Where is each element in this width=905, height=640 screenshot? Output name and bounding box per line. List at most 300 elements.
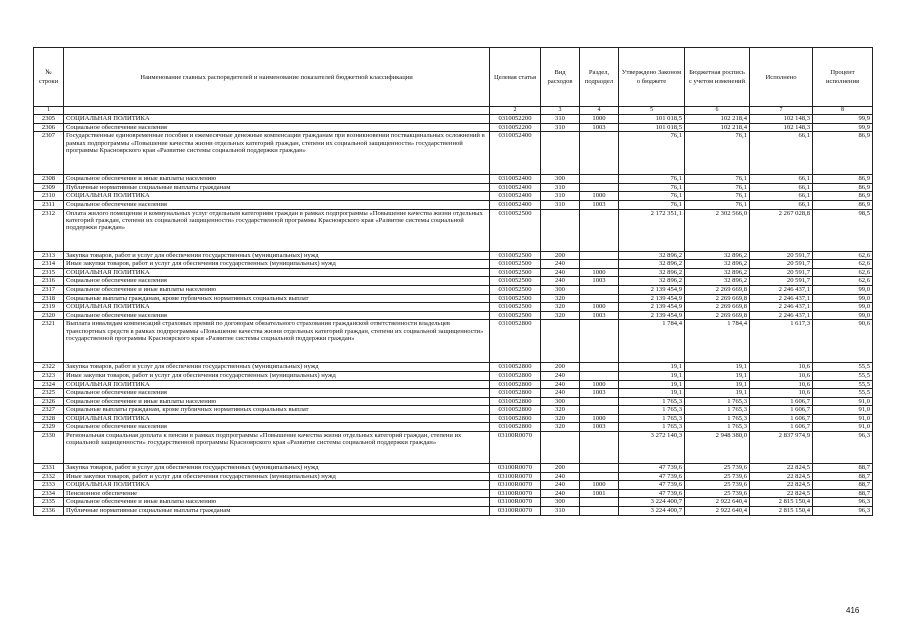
percent-cell: 99,9	[813, 115, 873, 124]
row-number-cell: 2327	[34, 406, 64, 415]
approved-cell: 32 896,2	[619, 277, 685, 286]
row-number-cell: 2321	[34, 320, 64, 363]
expense-type-cell: 300	[541, 175, 580, 184]
expense-type-cell	[541, 432, 580, 464]
percent-cell: 91,0	[813, 423, 873, 432]
percent-cell: 99,0	[813, 294, 873, 303]
table-row	[34, 472, 873, 481]
percent-cell: 96,3	[813, 432, 873, 464]
budget-schedule-cell: 102 218,4	[685, 123, 750, 132]
approved-cell: 47 739,6	[619, 472, 685, 481]
section-cell	[580, 320, 619, 363]
target-article-cell: 0310052800	[490, 389, 541, 398]
section-cell	[580, 464, 619, 473]
target-article-cell: 0310052500	[490, 294, 541, 303]
table-row	[34, 277, 873, 286]
target-article-cell: 0310052400	[490, 175, 541, 184]
executed-cell: 10,6	[750, 380, 813, 389]
expense-type-cell: 310	[541, 115, 580, 124]
budget-schedule-cell: 2 922 640,4	[685, 498, 750, 507]
name-cell: Публичные нормативные социальные выплаты гражданам	[64, 507, 490, 516]
expense-type-cell: 310	[541, 200, 580, 209]
executed-cell: 1 606,7	[750, 406, 813, 415]
approved-cell: 101 018,5	[619, 115, 685, 124]
expense-type-cell: 320	[541, 311, 580, 320]
table-row	[34, 115, 873, 124]
row-number-cell: 2334	[34, 489, 64, 498]
executed-cell: 66,1	[750, 200, 813, 209]
section-cell: 1001	[580, 489, 619, 498]
budget-schedule-cell: 102 218,4	[685, 115, 750, 124]
target-article-cell: 0310052800	[490, 371, 541, 380]
table-row	[34, 464, 873, 473]
name-cell: Социальные выплаты гражданам, кроме публичных нормативных социальных выплат	[64, 294, 490, 303]
section-cell	[580, 294, 619, 303]
percent-cell: 62,6	[813, 260, 873, 269]
row-number-cell: 2325	[34, 389, 64, 398]
approved-cell: 19,1	[619, 371, 685, 380]
expense-type-cell: 240	[541, 389, 580, 398]
expense-type-cell: 240	[541, 268, 580, 277]
approved-cell: 2 139 454,9	[619, 285, 685, 294]
executed-cell: 20 591,7	[750, 260, 813, 269]
row-number-cell: 2331	[34, 464, 64, 473]
budget-schedule-cell: 2 269 669,8	[685, 303, 750, 312]
section-cell	[580, 132, 619, 175]
approved-cell: 47 739,6	[619, 464, 685, 473]
executed-cell: 20 591,7	[750, 251, 813, 260]
percent-cell: 86,9	[813, 200, 873, 209]
percent-cell: 99,9	[813, 123, 873, 132]
table-row	[34, 303, 873, 312]
expense-type-cell: 300	[541, 397, 580, 406]
section-cell	[580, 175, 619, 184]
row-number-cell: 2318	[34, 294, 64, 303]
table-body	[34, 115, 873, 516]
budget-schedule-cell: 19,1	[685, 371, 750, 380]
table-row	[34, 183, 873, 192]
approved-cell: 76,1	[619, 183, 685, 192]
target-article-cell: 0310052500	[490, 277, 541, 286]
table-row	[34, 481, 873, 490]
table-row	[34, 414, 873, 423]
section-cell	[580, 183, 619, 192]
name-cell: Пенсионное обеспечение	[64, 489, 490, 498]
percent-cell: 88,7	[813, 472, 873, 481]
section-cell: 1003	[580, 123, 619, 132]
row-number-cell: 2315	[34, 268, 64, 277]
target-article-cell: 0310052500	[490, 285, 541, 294]
approved-cell: 32 896,2	[619, 268, 685, 277]
name-cell: Социальное обеспечение и иные выплаты населению	[64, 397, 490, 406]
budget-schedule-cell: 2 269 669,8	[685, 311, 750, 320]
row-number-cell: 2336	[34, 507, 64, 516]
target-article-cell: 03100R0070	[490, 464, 541, 473]
percent-cell: 62,6	[813, 251, 873, 260]
budget-schedule-cell: 25 739,6	[685, 481, 750, 490]
column-number: 5	[619, 107, 685, 115]
column-number	[64, 107, 490, 115]
executed-cell: 10,6	[750, 363, 813, 372]
column-number: 2	[490, 107, 541, 115]
row-number-cell: 2314	[34, 260, 64, 269]
approved-cell: 47 739,6	[619, 481, 685, 490]
budget-schedule-cell: 76,1	[685, 183, 750, 192]
executed-cell: 102 148,3	[750, 123, 813, 132]
section-cell	[580, 498, 619, 507]
name-cell: Социальное обеспечение населения	[64, 200, 490, 209]
executed-cell: 20 591,7	[750, 277, 813, 286]
executed-cell: 66,1	[750, 175, 813, 184]
expense-type-cell: 240	[541, 277, 580, 286]
row-number-cell: 2332	[34, 472, 64, 481]
target-article-cell: 0310052800	[490, 320, 541, 363]
row-number-cell: 2322	[34, 363, 64, 372]
percent-cell: 55,5	[813, 363, 873, 372]
expense-type-cell: 240	[541, 481, 580, 490]
name-cell: Социальное обеспечение и иные выплаты населению	[64, 175, 490, 184]
row-number-cell: 2317	[34, 285, 64, 294]
section-cell: 1003	[580, 423, 619, 432]
approved-cell: 1 765,3	[619, 423, 685, 432]
row-number-cell: 2326	[34, 397, 64, 406]
approved-cell: 76,1	[619, 192, 685, 201]
approved-cell: 19,1	[619, 380, 685, 389]
table-row	[34, 371, 873, 380]
budget-schedule-cell: 32 896,2	[685, 268, 750, 277]
section-cell	[580, 472, 619, 481]
name-cell: СОЦИАЛЬНАЯ ПОЛИТИКА	[64, 414, 490, 423]
expense-type-cell	[541, 132, 580, 175]
approved-cell: 1 765,3	[619, 414, 685, 423]
name-cell: Региональная социальная доплата к пенсии в рамках подпрограммы «Повышение качества жизни отдельных категорий граждан, степени их социальной защищенности» государственной программы Красноярского края «Развитие системы социальной поддержки граждан»	[64, 432, 490, 464]
table-row	[34, 432, 873, 464]
target-article-cell: 03100R0070	[490, 498, 541, 507]
column-number: 6	[685, 107, 750, 115]
approved-cell: 76,1	[619, 200, 685, 209]
percent-cell: 96,3	[813, 498, 873, 507]
section-cell	[580, 397, 619, 406]
percent-cell: 86,9	[813, 132, 873, 175]
row-number-cell: 2312	[34, 209, 64, 251]
budget-schedule-cell: 2 302 566,0	[685, 209, 750, 251]
executed-cell: 1 617,3	[750, 320, 813, 363]
column-number: 3	[541, 107, 580, 115]
name-cell: Социальное обеспечение населения	[64, 389, 490, 398]
section-cell: 1003	[580, 311, 619, 320]
target-article-cell: 0310052500	[490, 311, 541, 320]
budget-schedule-cell: 1 784,4	[685, 320, 750, 363]
table-row	[34, 285, 873, 294]
approved-cell: 101 018,5	[619, 123, 685, 132]
row-number-cell: 2329	[34, 423, 64, 432]
approved-cell: 19,1	[619, 389, 685, 398]
budget-schedule-cell: 2 269 669,8	[685, 285, 750, 294]
expense-type-cell: 320	[541, 414, 580, 423]
row-number-cell: 2305	[34, 115, 64, 124]
budget-schedule-cell: 19,1	[685, 380, 750, 389]
header-approved: Утверждено Законом о бюджете	[619, 48, 685, 107]
executed-cell: 2 815 150,4	[750, 507, 813, 516]
budget-schedule-cell: 19,1	[685, 363, 750, 372]
budget-table	[33, 47, 873, 516]
budget-schedule-cell: 2 922 640,4	[685, 507, 750, 516]
name-cell: Закупка товаров, работ и услуг для обеспечения государственных (муниципальных) нужд	[64, 251, 490, 260]
expense-type-cell	[541, 209, 580, 251]
budget-schedule-cell: 32 896,2	[685, 251, 750, 260]
expense-type-cell: 200	[541, 464, 580, 473]
target-article-cell: 0310052200	[490, 123, 541, 132]
executed-cell: 1 606,7	[750, 414, 813, 423]
table-row	[34, 192, 873, 201]
target-article-cell: 0310052800	[490, 380, 541, 389]
expense-type-cell	[541, 320, 580, 363]
executed-cell: 66,1	[750, 132, 813, 175]
column-number: 1	[34, 107, 64, 115]
table-row	[34, 397, 873, 406]
percent-cell: 62,6	[813, 268, 873, 277]
executed-cell: 20 591,7	[750, 268, 813, 277]
column-number: 7	[750, 107, 813, 115]
row-number-cell: 2311	[34, 200, 64, 209]
section-cell	[580, 251, 619, 260]
row-number-cell: 2306	[34, 123, 64, 132]
executed-cell: 2 246 437,1	[750, 294, 813, 303]
executed-cell: 10,6	[750, 371, 813, 380]
name-cell: Иные закупки товаров, работ и услуг для обеспечения государственных (муниципальных) нужд	[64, 371, 490, 380]
approved-cell: 3 224 400,7	[619, 507, 685, 516]
table-row	[34, 123, 873, 132]
approved-cell: 76,1	[619, 132, 685, 175]
target-article-cell: 0310052200	[490, 115, 541, 124]
expense-type-cell: 300	[541, 285, 580, 294]
row-number-cell: 2308	[34, 175, 64, 184]
row-number-cell: 2307	[34, 132, 64, 175]
name-cell: СОЦИАЛЬНАЯ ПОЛИТИКА	[64, 115, 490, 124]
percent-cell: 88,7	[813, 464, 873, 473]
executed-cell: 2 246 437,1	[750, 311, 813, 320]
target-article-cell: 0310052400	[490, 183, 541, 192]
header-row	[34, 48, 873, 107]
target-article-cell: 03100R0070	[490, 489, 541, 498]
section-cell	[580, 260, 619, 269]
expense-type-cell: 320	[541, 303, 580, 312]
executed-cell: 66,1	[750, 192, 813, 201]
percent-cell: 91,0	[813, 397, 873, 406]
target-article-cell: 0310052500	[490, 303, 541, 312]
name-cell: СОЦИАЛЬНАЯ ПОЛИТИКА	[64, 380, 490, 389]
header-section: Раздел, подраздел	[580, 48, 619, 107]
section-cell	[580, 507, 619, 516]
target-article-cell: 0310052800	[490, 414, 541, 423]
approved-cell: 3 272 140,3	[619, 432, 685, 464]
name-cell: СОЦИАЛЬНАЯ ПОЛИТИКА	[64, 303, 490, 312]
name-cell: Социальные выплаты гражданам, кроме публичных нормативных социальных выплат	[64, 406, 490, 415]
budget-schedule-cell: 32 896,2	[685, 277, 750, 286]
percent-cell: 98,5	[813, 209, 873, 251]
approved-cell: 3 224 400,7	[619, 498, 685, 507]
percent-cell: 90,6	[813, 320, 873, 363]
section-cell: 1003	[580, 389, 619, 398]
percent-cell: 91,0	[813, 414, 873, 423]
table-row	[34, 363, 873, 372]
target-article-cell: 0310052800	[490, 423, 541, 432]
name-cell: Закупка товаров, работ и услуг для обеспечения государственных (муниципальных) нужд	[64, 464, 490, 473]
budget-schedule-cell: 76,1	[685, 192, 750, 201]
row-number-cell: 2328	[34, 414, 64, 423]
approved-cell: 2 172 351,1	[619, 209, 685, 251]
expense-type-cell: 310	[541, 183, 580, 192]
expense-type-cell: 200	[541, 363, 580, 372]
header-target-article: Целевая статья	[490, 48, 541, 107]
target-article-cell: 0310052800	[490, 406, 541, 415]
row-number-cell: 2320	[34, 311, 64, 320]
name-cell: СОЦИАЛЬНАЯ ПОЛИТИКА	[64, 192, 490, 201]
table-row	[34, 268, 873, 277]
row-number-cell: 2309	[34, 183, 64, 192]
approved-cell: 32 896,2	[619, 260, 685, 269]
table-row	[34, 209, 873, 251]
budget-schedule-cell: 76,1	[685, 200, 750, 209]
row-number-cell: 2335	[34, 498, 64, 507]
approved-cell: 1 765,3	[619, 397, 685, 406]
budget-schedule-cell: 25 739,6	[685, 464, 750, 473]
budget-schedule-cell: 2 948 380,0	[685, 432, 750, 464]
section-cell: 1000	[580, 303, 619, 312]
section-cell	[580, 285, 619, 294]
expense-type-cell: 240	[541, 371, 580, 380]
expense-type-cell: 310	[541, 192, 580, 201]
percent-cell: 91,0	[813, 406, 873, 415]
budget-schedule-cell: 76,1	[685, 132, 750, 175]
row-number-cell: 2316	[34, 277, 64, 286]
name-cell: СОЦИАЛЬНАЯ ПОЛИТИКА	[64, 481, 490, 490]
approved-cell: 76,1	[619, 175, 685, 184]
section-cell: 1000	[580, 115, 619, 124]
approved-cell: 19,1	[619, 363, 685, 372]
budget-schedule-cell: 2 269 669,8	[685, 294, 750, 303]
percent-cell: 55,5	[813, 380, 873, 389]
target-article-cell: 03100R0070	[490, 432, 541, 464]
name-cell: Публичные нормативные социальные выплаты гражданам	[64, 183, 490, 192]
header-percent: Процент исполнения	[813, 48, 873, 107]
expense-type-cell: 300	[541, 498, 580, 507]
page-number: 416	[846, 606, 860, 615]
section-cell: 1003	[580, 277, 619, 286]
target-article-cell: 0310052500	[490, 209, 541, 251]
target-article-cell: 0310052800	[490, 363, 541, 372]
name-cell: Оплата жилого помещения и коммунальных услуг отдельным категориям граждан в рамках подпрограммы «Повышение качества жизни отдельных категорий граждан, степени их социальной защищенности» государственной программы Красноярского края «Развитие системы социальной поддержки граждан»	[64, 209, 490, 251]
name-cell: Социальное обеспечение населения	[64, 423, 490, 432]
percent-cell: 99,0	[813, 285, 873, 294]
budget-schedule-cell: 25 739,6	[685, 489, 750, 498]
target-article-cell: 0310052800	[490, 397, 541, 406]
expense-type-cell: 240	[541, 380, 580, 389]
percent-cell: 96,3	[813, 507, 873, 516]
name-cell: Выплата инвалидам компенсаций страховых премий по договорам обязательного страхования гражданской ответственности владельцев транспортных средств в рамках подпрограммы «Повышение качества жизни отдельных категорий граждан, степени их социальной защищенности» государственной программы Красноярского края «Развитие системы социальной поддержки граждан»	[64, 320, 490, 363]
column-number: 4	[580, 107, 619, 115]
percent-cell: 55,5	[813, 371, 873, 380]
target-article-cell: 03100R0070	[490, 481, 541, 490]
row-number-cell: 2330	[34, 432, 64, 464]
executed-cell: 10,6	[750, 389, 813, 398]
section-cell: 1000	[580, 192, 619, 201]
budget-schedule-cell: 1 765,3	[685, 423, 750, 432]
approved-cell: 1 765,3	[619, 406, 685, 415]
percent-cell: 88,7	[813, 489, 873, 498]
target-article-cell: 0310052400	[490, 192, 541, 201]
header-executed: Исполнено	[750, 48, 813, 107]
executed-cell: 2 837 974,9	[750, 432, 813, 464]
section-cell	[580, 432, 619, 464]
executed-cell: 102 148,3	[750, 115, 813, 124]
table-row	[34, 489, 873, 498]
percent-cell: 86,9	[813, 183, 873, 192]
name-cell: Государственные единовременные пособия и ежемесячные денежные компенсации гражданам при возникновении поствакцинальных осложнений в рамках подпрограммы «Повышение качества жизни отдельных категорий граждан, степени их социальной защищенности» государственной программы Красноярского края «Развитие системы социальной поддержки граждан»	[64, 132, 490, 175]
table-row	[34, 260, 873, 269]
executed-cell: 22 824,5	[750, 481, 813, 490]
column-number: 8	[813, 107, 873, 115]
table-row	[34, 200, 873, 209]
row-number-cell: 2323	[34, 371, 64, 380]
table-row	[34, 311, 873, 320]
table-row	[34, 507, 873, 516]
expense-type-cell: 320	[541, 294, 580, 303]
section-cell	[580, 363, 619, 372]
header-expense-type: Вид расходов	[541, 48, 580, 107]
table-row	[34, 320, 873, 363]
budget-schedule-cell: 1 765,3	[685, 414, 750, 423]
budget-schedule-cell: 1 765,3	[685, 397, 750, 406]
approved-cell: 47 739,6	[619, 489, 685, 498]
column-number-row	[34, 107, 873, 115]
table-row	[34, 498, 873, 507]
header-name: Наименование главных распорядителей и наименование показателей бюджетной классификации	[64, 48, 490, 107]
target-article-cell: 0310052400	[490, 132, 541, 175]
approved-cell: 2 139 454,9	[619, 303, 685, 312]
name-cell: Иные закупки товаров, работ и услуг для обеспечения государственных (муниципальных) нужд	[64, 260, 490, 269]
executed-cell: 22 824,5	[750, 464, 813, 473]
expense-type-cell: 240	[541, 472, 580, 481]
percent-cell: 62,6	[813, 277, 873, 286]
approved-cell: 2 139 454,9	[619, 294, 685, 303]
executed-cell: 1 606,7	[750, 397, 813, 406]
row-number-cell: 2319	[34, 303, 64, 312]
name-cell: СОЦИАЛЬНАЯ ПОЛИТИКА	[64, 268, 490, 277]
section-cell: 1000	[580, 268, 619, 277]
percent-cell: 99,0	[813, 311, 873, 320]
budget-schedule-cell: 1 765,3	[685, 406, 750, 415]
section-cell: 1000	[580, 414, 619, 423]
name-cell: Иные закупки товаров, работ и услуг для обеспечения государственных (муниципальных) нужд	[64, 472, 490, 481]
name-cell: Социальное обеспечение и иные выплаты населению	[64, 285, 490, 294]
budget-schedule-cell: 25 739,6	[685, 472, 750, 481]
executed-cell: 2 267 028,8	[750, 209, 813, 251]
target-article-cell: 0310052500	[490, 251, 541, 260]
target-article-cell: 0310052500	[490, 260, 541, 269]
row-number-cell: 2324	[34, 380, 64, 389]
expense-type-cell: 310	[541, 123, 580, 132]
approved-cell: 2 139 454,9	[619, 311, 685, 320]
executed-cell: 22 824,5	[750, 489, 813, 498]
row-number-cell: 2313	[34, 251, 64, 260]
header-budget-schedule: Бюджетная роспись с учетом изменений	[685, 48, 750, 107]
executed-cell: 2 815 150,4	[750, 498, 813, 507]
section-cell: 1000	[580, 380, 619, 389]
executed-cell: 2 246 437,1	[750, 303, 813, 312]
name-cell: Социальное обеспечение и иные выплаты населению	[64, 498, 490, 507]
budget-schedule-cell: 19,1	[685, 389, 750, 398]
